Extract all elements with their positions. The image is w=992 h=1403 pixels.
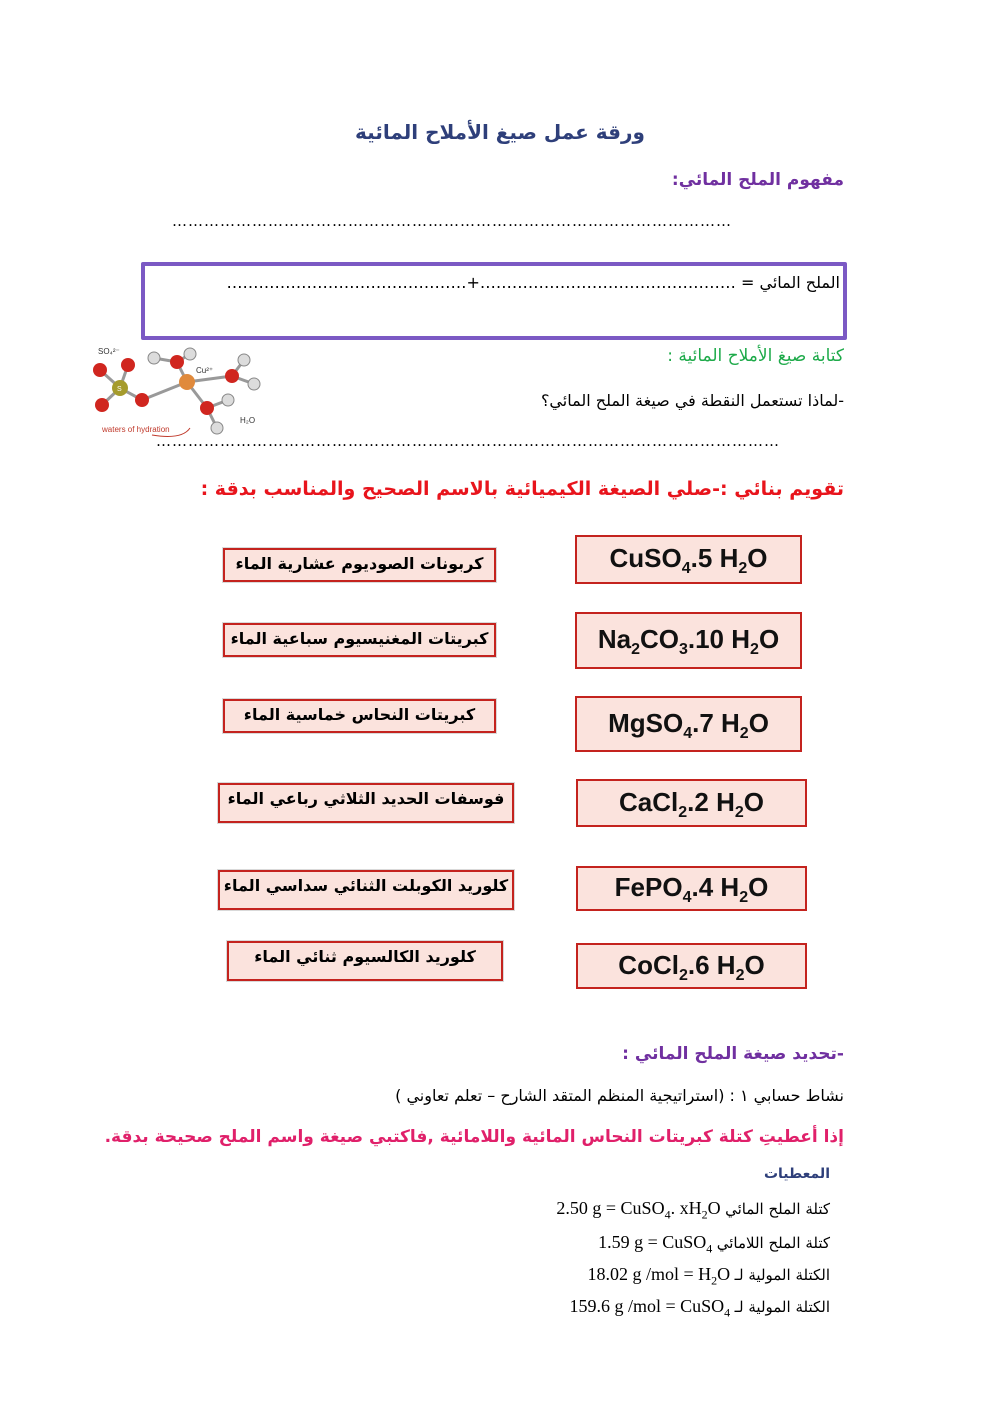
question-dot-usage: -لماذا تستعمل النقطة في صيغة الملح المائي؟: [540, 391, 844, 410]
hydrogen-atom: [248, 378, 260, 390]
name-box[interactable]: كربونات الصوديوم عشارية الماء: [223, 548, 496, 582]
oxygen-atom: [121, 358, 135, 372]
name-box[interactable]: كلوريد الكالسيوم ثنائي الماء: [227, 941, 503, 981]
formula-box[interactable]: FePO$_4$.4 $H_2O$: [576, 866, 807, 911]
given-line: 1.59 g = CuSO$_4$ كتلة الملح اللامائي: [598, 1232, 830, 1256]
name-box[interactable]: كلوريد الكوبلت الثنائي سداسي الماء: [218, 870, 514, 910]
hydrogen-atom: [222, 394, 234, 406]
evaluation-heading: تقويم بنائي :-صلي الصيغة الكيميائية بالاسم الصحيح والمناسب بدقة :: [200, 478, 844, 500]
equation-blank-2: ………………………………………: [226, 273, 467, 292]
given-line: 2.50 g = CuSO$_4$. $xH_2O$ كتلة الملح المائي: [556, 1198, 830, 1222]
hydrated-salt-molecule-image: [72, 340, 272, 445]
task-instruction: إذا أعطيتِ كتلة كبريتات النحاس المائية واللامائية ,فاكتبي صيغة واسم الملح صحيحة بدقة.: [104, 1127, 844, 1147]
plus-sign: +: [466, 273, 480, 292]
determine-formula-heading: -تحديد صيغة الملح المائي :: [622, 1044, 844, 1064]
oxygen-atom: [200, 401, 214, 415]
concept-heading: مفهوم الملح المائي:: [671, 170, 844, 190]
sulfate-label: SO₄²⁻: [98, 347, 120, 356]
oxygen-atom: [135, 393, 149, 407]
copper-label: Cu²⁺: [196, 366, 214, 375]
givens-label: المعطيات: [763, 1166, 830, 1182]
formula-box[interactable]: CoCl$_2$.6 $H_2O$: [576, 943, 807, 989]
water-label: H₂O: [240, 416, 256, 425]
equation-label: الملح المائي =: [740, 273, 840, 292]
name-box[interactable]: كبريتات النحاس خماسية الماء: [223, 699, 496, 733]
hydrogen-atom: [238, 354, 250, 366]
oxygen-atom: [95, 398, 109, 412]
name-box[interactable]: كبريتات المغنيسيوم سباعية الماء: [223, 623, 496, 657]
formula-box[interactable]: CaCl$_2$.2 $H_2O$: [576, 779, 807, 827]
hydrogen-atom: [148, 352, 160, 364]
answer-dotted-line-2: ………………………………………………………………………………………………………: [156, 432, 780, 450]
copper-ion: [179, 374, 195, 390]
oxygen-atom: [93, 363, 107, 377]
equation-line: [226, 273, 840, 292]
page-title: ورقة عمل صيغ الأملاح المائية: [355, 120, 645, 144]
hydration-caption: waters of hydration: [102, 425, 170, 434]
hydrogen-atom: [184, 348, 196, 360]
sulfur-label: S: [117, 386, 122, 393]
given-line: 18.02 g $/mol = H_2O$ الكتلة المولية لـ: [587, 1264, 830, 1288]
formula-box[interactable]: $Na_2CO_3.10$ $H_2O$: [575, 612, 802, 669]
equation-blank-1: …………………………………………: [479, 273, 736, 292]
oxygen-atom: [170, 355, 184, 369]
name-box[interactable]: فوسفات الحديد الثلاثي رباعي الماء: [218, 783, 514, 823]
oxygen-atom: [225, 369, 239, 383]
activity-description: نشاط حسابي ١ : (استراتيجية المنظم المتقد الشارح – تعلم تعاوني ): [395, 1086, 844, 1105]
answer-dotted-line: ……………………………………………………………………………………………: [172, 212, 732, 230]
given-line: 159.6 g /mol = CuSO$_4$ الكتلة المولية لـ: [569, 1296, 830, 1320]
formula-box[interactable]: MgSO$_4$.7 $H_2O$: [575, 696, 802, 752]
formula-box[interactable]: CuSO$_4$.5 $H_2O$: [575, 535, 802, 584]
writing-formulas-heading: كتابة صيغ الأملاح المائية :: [667, 346, 844, 366]
